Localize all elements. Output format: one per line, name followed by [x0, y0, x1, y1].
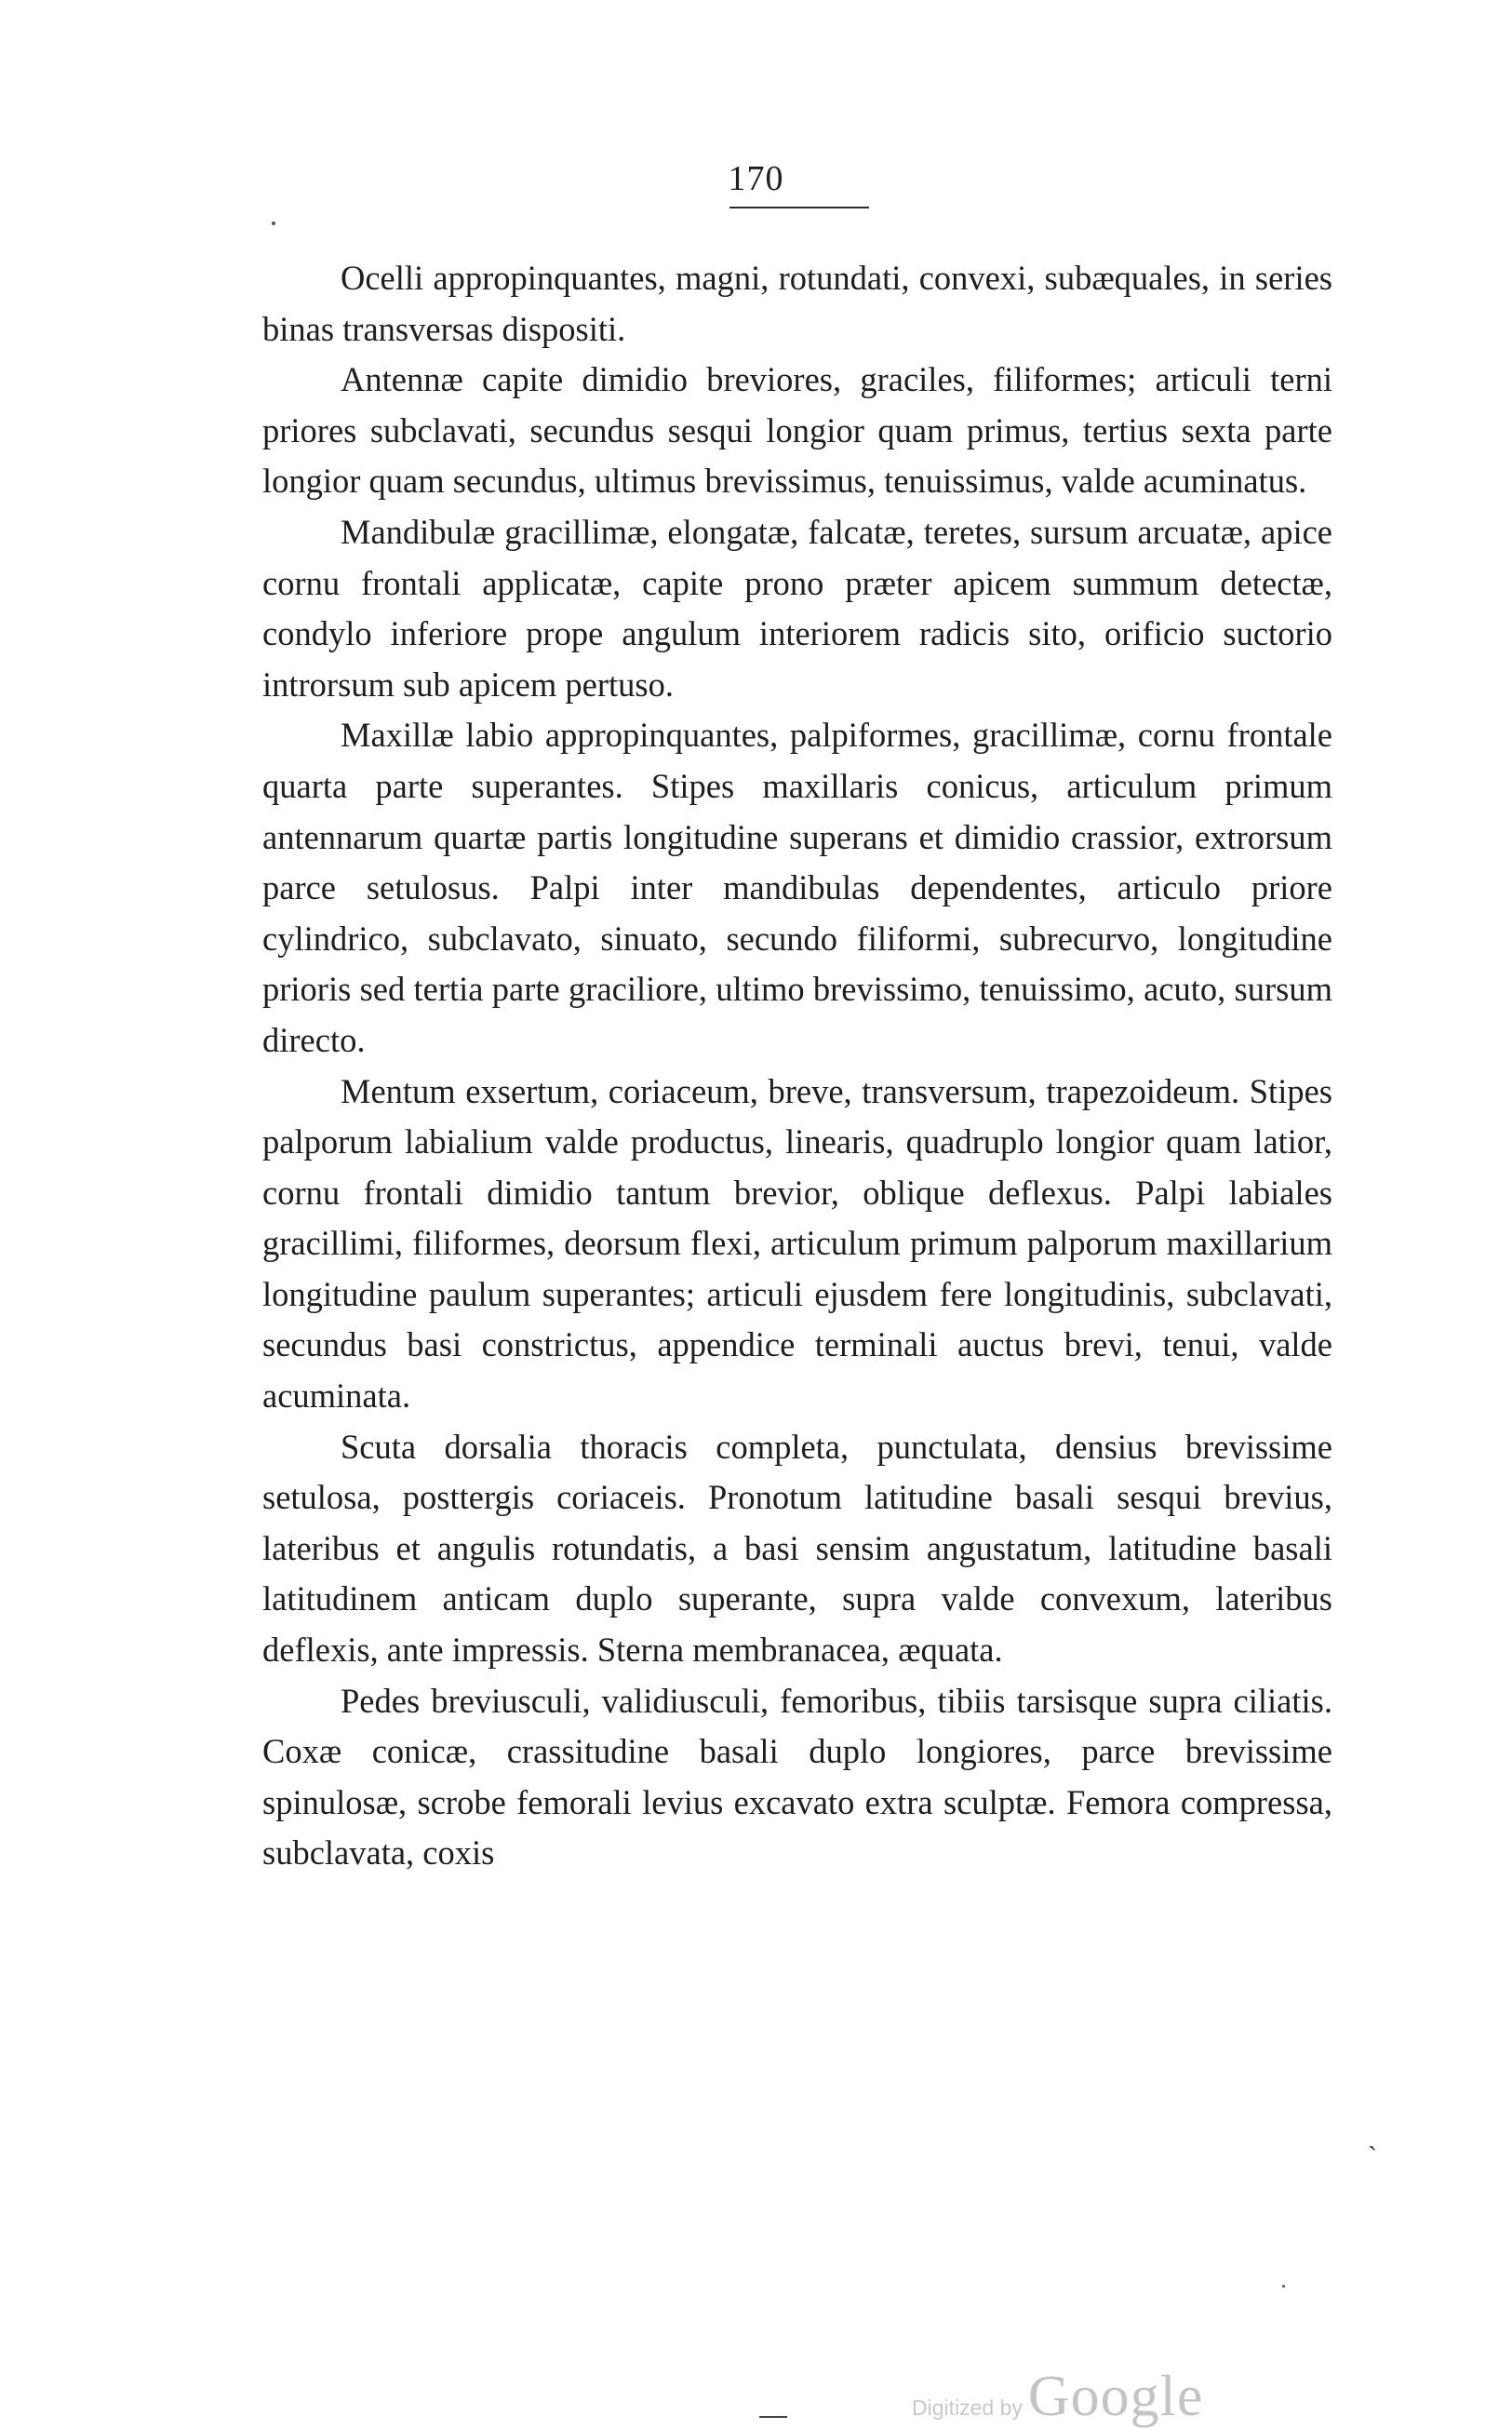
page-number: 170: [728, 159, 784, 198]
paragraph-ocelli: Ocelli appropinquantes, magni, rotundati, convexi, subæquales, in series binas transversas dispositi.: [262, 259, 1332, 348]
body-text: [262, 253, 1332, 1879]
footer-dash: [759, 2416, 787, 2418]
margin-mark: ˏ: [1368, 2120, 1377, 2151]
watermark-prefix: Digitized by: [912, 2396, 1023, 2420]
paragraph-antennae: Antennæ capite dimidio breviores, graciles, filiformes; articuli terni priores subclavati, secundus sesqui longior quam primus, tertius sexta parte longior quam secundus, ultimus brevissimus, tenuissimus, valde acuminatus.: [262, 360, 1332, 501]
paragraph-maxillae: Maxillæ labio appropinquantes, palpiformes, gracillimæ, cornu frontale quarta parte superantes. Stipes maxillaris conicus, articulum primum antennarum quartæ partis longitudine superans et dimidio crassior, extrorsum parce setulosus. Palpi inter mandibulas dependentes, articulo priore cylindrico, subclavato, sinuato, secundo filiformi, subrecurvo, longitudine prioris sed tertia parte graciliore, ultimo brevissimo, tenuissimo, acuto, sursum directo.: [262, 716, 1332, 1059]
page-number-underline: [729, 207, 869, 208]
google-logo: Google: [1027, 2365, 1204, 2428]
paragraph-mentum: Mentum exsertum, coriaceum, breve, transversum, trapezoideum. Stipes palporum labialium valde productus, linearis, quadruplo longior quam latior, cornu frontali dimidio tantum brevior, oblique deflexus. Palpi labiales gracillimi, filiformes, deorsum flexi, articulum primum palporum maxillarium longitudine paulum superantes; articuli ejusdem fere longitudinis, subclavati, secundus basi constrictus, appendice terminali auctus brevi, tenui, valde acuminata.: [262, 1071, 1332, 1416]
paragraph-mandibulae: Mandibulæ gracillimæ, elongatæ, falcatæ, teretes, sursum arcuatæ, apice cornu frontali applicatæ, capite prono præter apicem summum detectæ, condylo inferiore prope angulum interiorem radicis sito, orificio suctorio introrsum sub apicem pertuso.: [262, 512, 1332, 704]
speck-mark: [1282, 2285, 1285, 2288]
speck-mark: [272, 222, 275, 225]
digitized-watermark: [912, 2364, 1203, 2430]
paragraph-pedes: Pedes breviusculi, validiusculi, femoribus, tibiis tarsisque supra ciliatis. Coxæ conicæ, crassitudine basali duplo longiores, parce brevissime spinulosæ, scrobe femorali levius excavato extra sculptæ. Femora compressa, subclavata, coxis: [262, 1681, 1332, 1873]
paragraph-scuta: Scuta dorsalia thoracis completa, punctulata, densius brevissime setulosa, posttergis coriaceis. Pronotum latitudine basali sesqui brevius, lateribus et angulis rotundatis, a basi sensim angustatum, latitudine basali latitudinem anticam duplo superante, supra valde convexum, lateribus deflexis, ante impressis. Sterna membranacea, æquata.: [262, 1427, 1332, 1670]
